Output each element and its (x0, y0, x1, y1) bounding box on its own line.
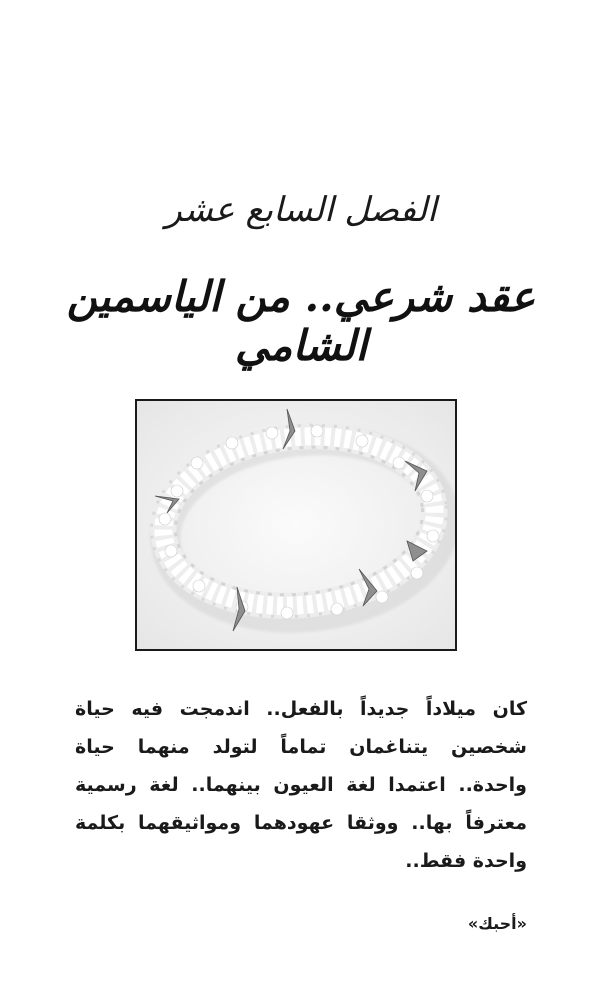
paragraph-line: واحدة.. اعتمدا لغة العيون بينهما.. لغة رسمية (75, 774, 527, 796)
jasmine-garland-icon (137, 401, 455, 649)
paragraph-line: واحدة فقط.. (405, 850, 527, 872)
body-paragraph (75, 690, 527, 880)
paragraph-line: شخصين يتناغمان تماماً لتولد منهما حياة (75, 736, 527, 758)
quoted-word: «أحبك» (467, 914, 527, 933)
paragraph-line: معترفاً بها.. ووثقا عهودهما ومواثيقهما بكلمة (75, 812, 527, 834)
jasmine-garland-photo (135, 399, 457, 651)
chapter-number: الفصل السابع عشر (165, 190, 437, 230)
chapter-title: عقد شرعي.. من الياسمين الشامي (66, 272, 536, 370)
paragraph-line: كان ميلاداً جديداً بالفعل.. اندمجت فيه حياة (75, 698, 527, 720)
